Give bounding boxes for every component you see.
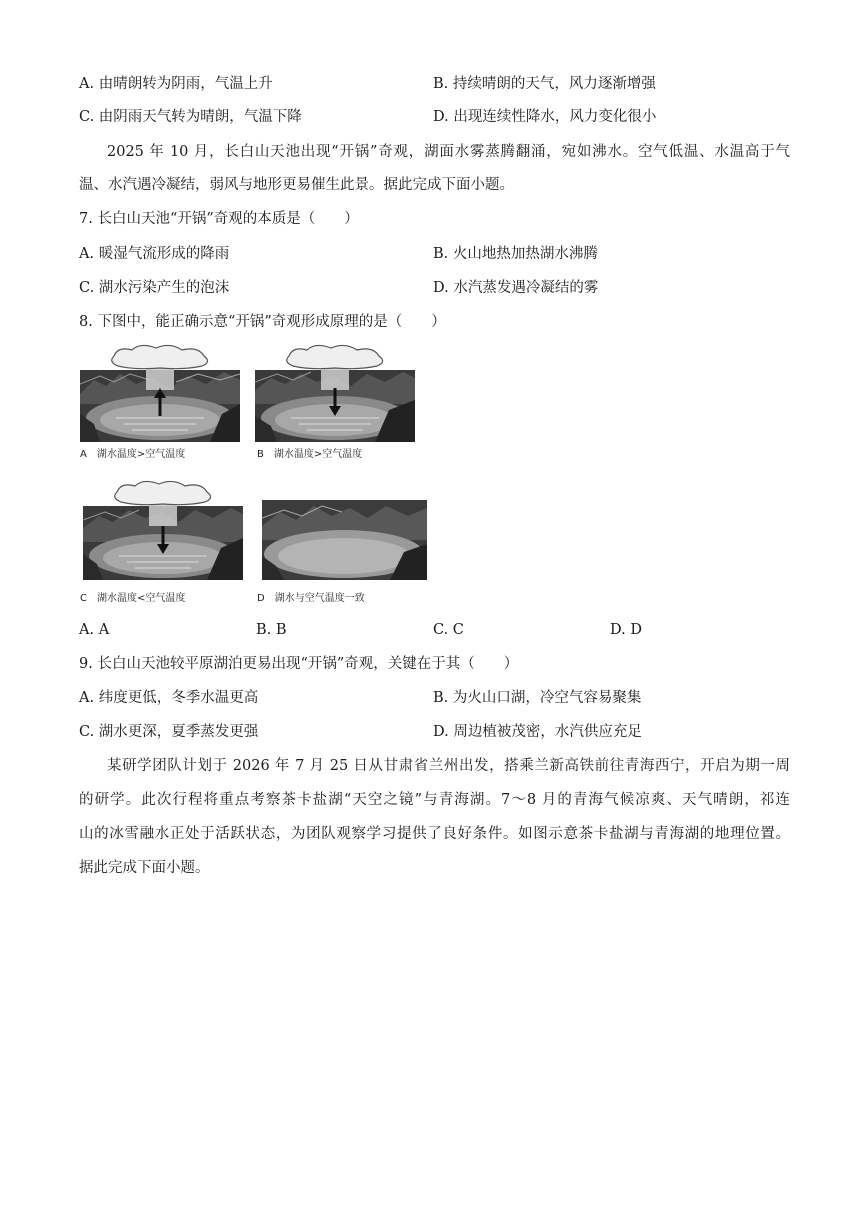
q7-option-c: C. 湖水污染产生的泡沫: [79, 280, 230, 296]
q9-option-c: C. 湖水更深，夏季蒸发更强: [79, 724, 259, 740]
q8-stem: 8. 下图中，能正确示意“开锅”奇观形成原理的是（ ）: [79, 314, 446, 330]
passage1-line1: 2025 年 10 月，长白山天池出现“开锅”奇观，湖面水雾蒸腾翻涌，宛如沸水。空气低温、水温高于气: [107, 144, 790, 160]
q7-option-a: A. 暖湿气流形成的降雨: [79, 246, 230, 262]
q8-option-a: A. A: [79, 622, 110, 638]
q9-stem: 9. 长白山天池较平原湖泊更易出现“开锅”奇观，关键在于其（ ）: [79, 656, 519, 672]
q9-option-b: B. 为火山口湖，冷空气容易聚集: [433, 690, 642, 706]
figure-c-caption: C 湖水温度<空气温度: [80, 593, 186, 604]
passage2-line1: 某研学团队计划于 2026 年 7 月 25 日从甘肃省兰州出发，搭乘兰新高铁前往青海西宁，开启为期一周: [107, 758, 790, 774]
passage2-line4: 据此完成下面小题。: [79, 860, 210, 876]
q6-option-d: D. 出现连续性降水，风力变化很小: [433, 109, 657, 125]
q6-option-c: C. 由阴雨天气转为晴朗，气温下降: [79, 109, 302, 125]
figure-b-caption: B 湖水温度>空气温度: [257, 449, 363, 460]
q6-option-a: A. 由晴朗转为阴雨，气温上升: [79, 76, 273, 92]
q7-stem: 7. 长白山天池“开锅”奇观的本质是（ ）: [79, 211, 359, 227]
q9-option-a: A. 纬度更低，冬季水温更高: [79, 690, 259, 706]
q6-option-b: B. 持续晴朗的天气，风力逐渐增强: [433, 76, 656, 92]
passage1-line2: 温、水汽遇冷凝结，弱风与地形更易催生此景。据此完成下面小题。: [79, 177, 514, 193]
q8-option-c: C. C: [433, 622, 464, 638]
figure-d-lake-illustration: [262, 500, 427, 580]
figure-a-caption: A 湖水温度>空气温度: [80, 449, 186, 460]
q7-option-d: D. 水汽蒸发遇冷凝结的雾: [433, 280, 599, 296]
q9-option-d: D. 周边植被茂密，水汽供应充足: [433, 724, 642, 740]
figure-a-lake-illustration: [80, 344, 240, 442]
q7-option-b: B. 火山地热加热湖水沸腾: [433, 246, 598, 262]
q8-option-b: B. B: [256, 622, 287, 638]
figure-c-lake-illustration: [83, 480, 243, 580]
passage2-line3: 山的冰雪融水正处于活跃状态，为团队观察学习提供了良好条件。如图示意茶卡盐湖与青海湖的地理位置。: [79, 826, 790, 842]
q8-option-d: D. D: [610, 622, 642, 638]
figure-d-caption: D 湖水与空气温度一致: [257, 593, 365, 604]
passage2-line2: 的研学。此次行程将重点考察茶卡盐湖“天空之镜”与青海湖。7～8 月的青海气候凉爽、天气晴朗，祁连: [79, 792, 790, 808]
figure-b-lake-illustration: [255, 344, 415, 442]
